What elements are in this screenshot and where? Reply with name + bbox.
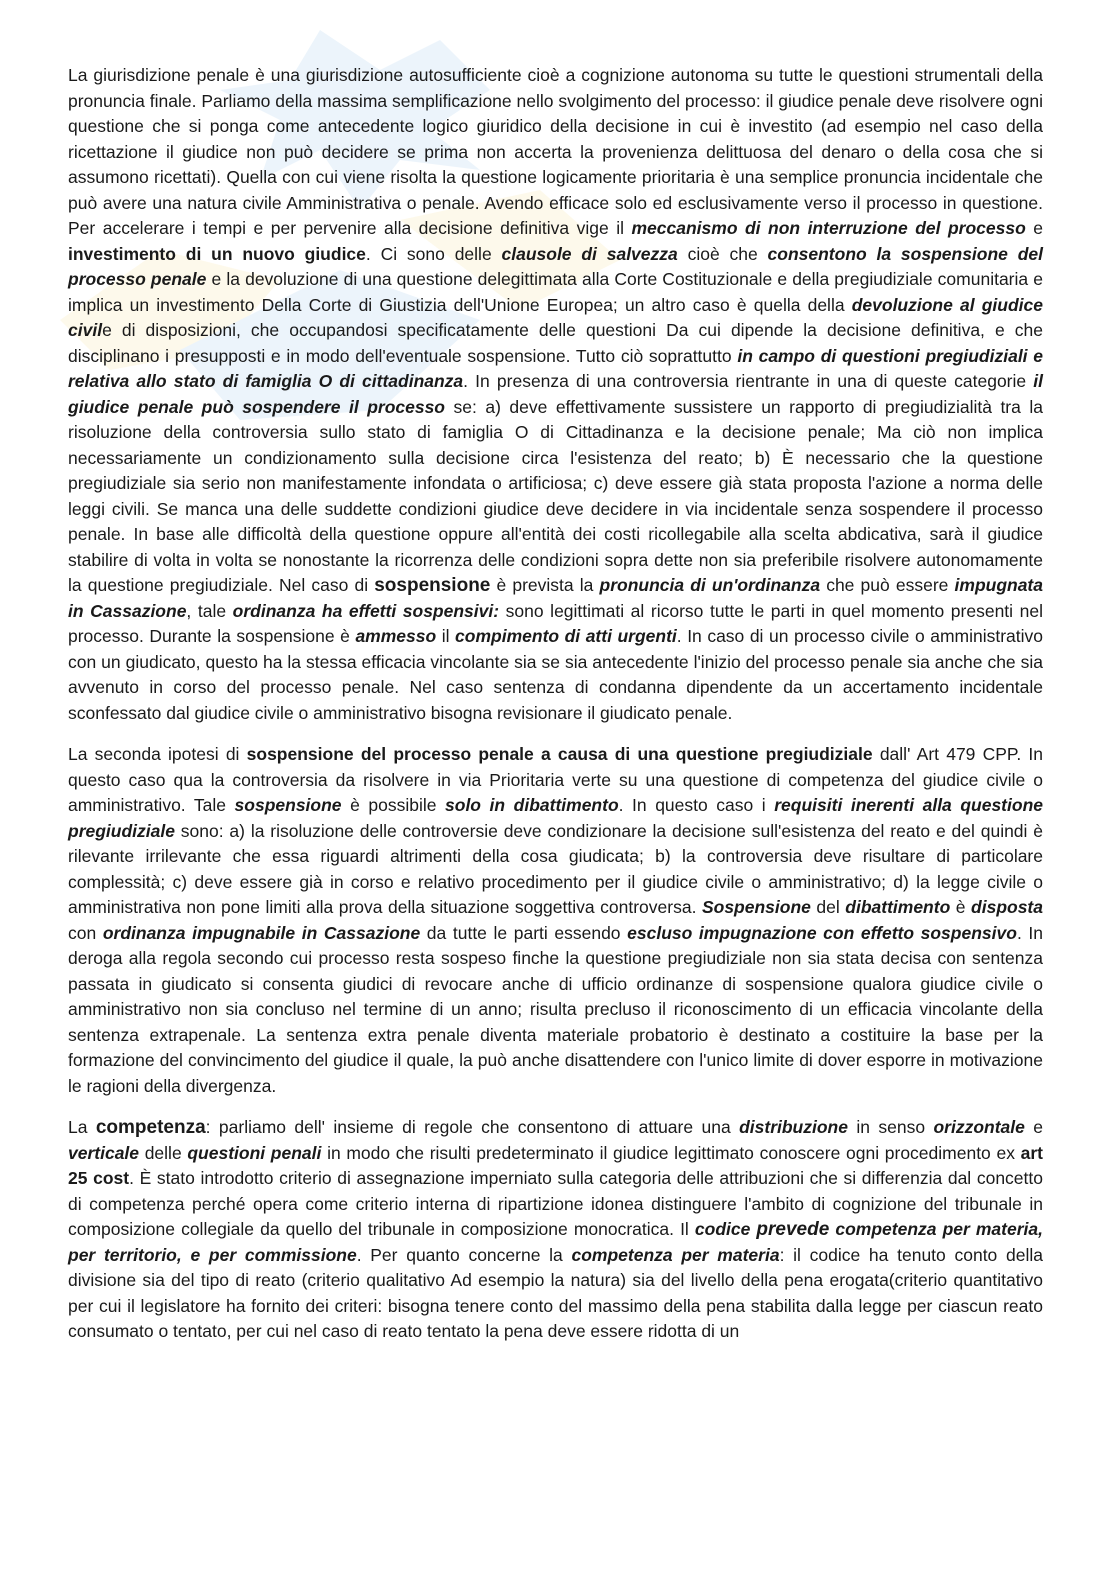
text-run: requisiti inerenti alla questione pregiudiziale (68, 795, 1043, 841)
text-run: competenza per materia, per territorio, e per commissione (68, 1219, 1043, 1265)
text-run: con (68, 922, 103, 943)
text-run: il giudice penale può sospendere il processo (68, 371, 1043, 417)
text-run: è possibile (341, 795, 446, 815)
text-run: da tutte le parti essendo (420, 922, 628, 943)
text-run: in campo di questioni pregiudiziali e relativa allo stato di famiglia O di cittadinanza (68, 345, 1043, 391)
text-run: La seconda ipotesi di (68, 744, 247, 764)
text-run: disposta (971, 897, 1043, 917)
text-run: in modo che risulti predeterminato il giudice legittimato conoscere ogni procedimento ex (321, 1142, 1021, 1163)
text-run: La (68, 1117, 96, 1137)
text-run: dibattimento (845, 897, 951, 917)
text-run: ordinanza impugnabile in Cassazione (102, 922, 421, 943)
text-run: consentono la sospensione del processo penale (68, 243, 1044, 289)
text-run: del (810, 897, 846, 917)
document-page (68, 63, 1043, 1361)
text-run: . È stato introdotto criterio di assegnazione imperniato sulla categoria delle attribuzioni che si differenzia dal concetto di competenza perché opera come criterio interna di ripartizione idonea distinguere l'ambito di cognizione del tribunale in composizione collegiale da quello del tribunale in composizione monocratica. Il (68, 1168, 1043, 1239)
text-run: . In questo caso i (618, 795, 775, 815)
text-run: e la devoluzione di una questione delegittimata alla Corte Costituzionale e della pregiudiziale comunitaria e implica un investimento Della Corte di Giustizia dell'Unione Europea; un altro caso è quella della (68, 269, 1043, 315)
text-run: verticale (68, 1142, 140, 1163)
text-run: il (436, 626, 456, 646)
text-run: La giurisdizione penale è una giurisdizione autosufficiente cioè a cognizione autonoma su tutte le questioni strumentali della pronuncia finale. Parliamo della massima semplificazione nello svolgimento del processo: il giudice penale deve risolvere ogni questione che si ponga come antecedente logico giuridico della decisione in cui è investito (ad esempio nel caso della ricettazione il giudice non può decidere se prima non accerta la provenienza delittuosa del denaro o della cosa che si assumono ricettati). Quella con cui viene risolta la questione logicamente prioritaria è una semplice pronuncia incidentale che può avere una natura civile Amministrativa o penale. Avendo efficace solo ed esclusivamente verso il processo in questione. Per accelerare i tempi e per pervenire alla decisione definitiva vige il (68, 65, 1043, 238)
text-run: impugnata in Cassazione (68, 575, 1043, 621)
text-run: clausole di salvezza (501, 243, 678, 264)
paragraph-competenza (68, 1115, 1043, 1345)
text-run: : parliamo dell' insieme di regole che consentono di attuare una (205, 1117, 740, 1137)
text-run: devoluzione al giudice civil (68, 294, 1043, 340)
text-run: che può essere (820, 575, 955, 595)
text-run: e (1024, 1117, 1043, 1137)
text-run: orizzontale (933, 1117, 1025, 1137)
text-run: . Per quanto concerne la (356, 1244, 572, 1265)
text-run: . In caso di un processo civile o amministrativo con un giudicato, questo ha la stessa efficacia vincolante sia se sia antecedente l'inizio del processo penale sia anche che sia avvenuto in corso del processo penale. Nel caso sentenza di condanna dipendente da un accertamento incidentale sconfessato dal giudice civile o amministrativo bisogna revisionare il giudicato penale. (68, 626, 1044, 723)
text-run: cioè che (677, 243, 768, 264)
text-run: . In presenza di una controversia rientrante in una di queste categorie (463, 371, 1034, 391)
text-run: è (950, 897, 972, 917)
text-run: sospensione (374, 575, 491, 596)
paragraph-giurisdizione (68, 63, 1043, 726)
text-run: solo in dibattimento (445, 795, 619, 815)
text-run: investimento di un nuovo giudice (68, 243, 366, 264)
text-run: ordinanza ha effetti sospensivi: (232, 600, 500, 621)
text-run: Sospensione (701, 897, 811, 917)
text-run: ammesso (355, 626, 437, 646)
text-run: meccanismo di non interruzione del processo (631, 218, 1026, 238)
text-run: prevede (756, 1219, 830, 1240)
text-run: competenza (95, 1117, 206, 1138)
text-run: sospensione del processo penale a causa di una questione pregiudiziale (246, 744, 873, 764)
text-run: se: a) deve effettivamente sussistere un rapporto di pregiudizialità tra la risoluzione della controversia sullo stato di famiglia O di Cittadinanza e la decisione penale; Ma ciò non implica necessariamente un condizionamento sulla decisione circa l'esistenza del reato; b) È necessario che la questione pregiudiziale sia serio non manifestamente infondata o artificiosa; c) deve essere già stata proposta l'azione a norma delle leggi civili. Se manca una delle suddette condizioni giudice deve decidere in via incidentale senza sospendere il processo penale. In base alle difficoltà della questione oppure all'entità dei costi ricollegabile alla scelta abdicativa, sarà il giudice stabilire di volta in volta se nonostante la ricorrenza delle condizioni sopra dette non sia preferibile risolvere autonomamente la questione pregiudiziale. Nel caso di (68, 396, 1043, 595)
text-run: pronuncia di un'ordinanza (599, 575, 821, 595)
text-run: questioni penali (187, 1142, 322, 1163)
text-run: delle (139, 1142, 188, 1163)
text-run: sono: a) la risoluzione delle controversie deve condizionare la decisione sull'esistenza del reato e del quindi è rilevante irrilevante che essa riguardi altrimenti della cosa giudicata; b) la controversia deve risultare di particolare complessità; c) deve essere già in corso e relativo procedimento per il giudice civile o amministrativo; d) la legge civile o amministrativa non pone limiti alla prova della situazione soggettiva controversa. (68, 820, 1043, 917)
text-run: . In deroga alla regola secondo cui processo resta sospeso finche la questione pregiudiziale non sia stata decisa con sentenza passata in giudicato si consenta giudici di revocare anche di ufficio ordinanze di sospensione qualora giudice civile o amministrativo non sia concluso nel termine di un anno; risulta precluso il riconoscimento di un efficacia vincolante della sentenza extrapenale. La sentenza extra penale diventa materiale probatorio è destinato a costituire la base per la formazione del convincimento del giudice il quale, la può anche disattendere con l'unico limite di dover esporre in motivazione le ragioni della divergenza. (68, 922, 1043, 1096)
text-run: competenza per materia (571, 1244, 780, 1265)
text-run: . Ci sono delle (365, 243, 502, 264)
text-run: sospensione (234, 795, 342, 815)
text-run: dall' Art 479 CPP. In questo caso qua la controversia da risolvere in via Prioritaria verte su una questione di competenza del giudice civile o amministrativo. Tale (68, 744, 1043, 815)
paragraph-seconda-ipotesi (68, 742, 1043, 1099)
text-run: distribuzione (739, 1117, 848, 1137)
text-run: sono legittimati al ricorso tutte le parti in quel momento presenti nel processo. Durante la sospensione è (68, 600, 1043, 646)
text-run: compimento di atti urgenti (455, 626, 677, 646)
text-run: , tale (186, 600, 233, 621)
text-run: e di disposizioni, che occupandosi specificatamente delle questioni Da cui dipende la decisione definitiva, e che disciplinano i presupposti e in modo dell'eventuale sospensione. Tutto ciò soprattutto (68, 320, 1043, 366)
text-run: in senso (847, 1117, 934, 1137)
text-run: escluso impugnazione con effetto sospensivo (627, 922, 1017, 943)
text-run: : il codice ha tenuto conto della divisione sia del tipo di reato (criterio qualitativo Ad esempio la natura) sia del livello della pena erogata(criterio quantitativo per cui il legislatore ha fornito dei criteri: bisogna tenere conto del massimo della pena stabilita dalla legge per ciascun reato consumato o tentato, per cui nel caso di reato tentato la pena deve essere ridotta di un (68, 1244, 1043, 1341)
text-run: codice (694, 1219, 757, 1239)
text-run: è prevista la (490, 575, 600, 595)
text-run: e (1025, 218, 1043, 238)
text-run: art 25 cost (68, 1142, 1043, 1188)
